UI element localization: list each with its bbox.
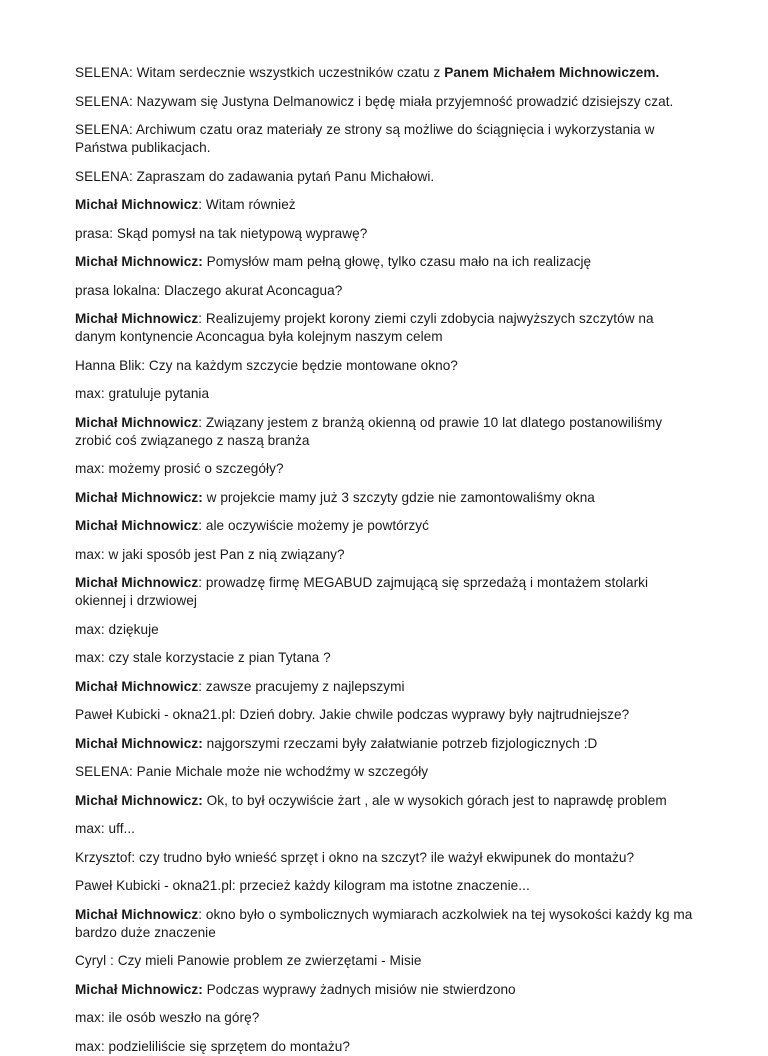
speaker-name: max: bbox=[75, 1010, 105, 1025]
speaker-name: Michał Michnowicz bbox=[75, 678, 199, 694]
message-text: Podczas wyprawy żadnych misiów nie stwierdzono bbox=[202, 981, 516, 997]
message-text: Panie Michale może nie wchodźmy w szczegóły bbox=[132, 764, 429, 779]
chat-line bbox=[75, 906, 698, 942]
message-text: czy trudno było wnieść sprzęt i okno na szczyt? ile ważył ekwipunek do montażu? bbox=[135, 849, 635, 865]
speaker-name: Hanna Blik: bbox=[75, 357, 146, 373]
message-text: Nazywam się Justyna Delmanowicz i będę miała przyjemność prowadzić dzisiejszy czat. bbox=[132, 93, 674, 109]
speaker-name: max: bbox=[75, 546, 105, 562]
chat-line bbox=[75, 820, 698, 838]
chat-line bbox=[75, 1038, 698, 1056]
chat-line bbox=[75, 849, 698, 867]
chat-line bbox=[75, 981, 698, 999]
message-text: : ale oczywiście możemy je powtórzyć bbox=[198, 518, 429, 533]
chat-line bbox=[75, 93, 698, 111]
chat-line bbox=[75, 877, 698, 895]
chat-line bbox=[75, 253, 698, 271]
speaker-name: Michał Michnowicz bbox=[75, 311, 199, 326]
speaker-name: Michał Michnowicz: bbox=[75, 489, 203, 505]
chat-line bbox=[75, 706, 698, 724]
speaker-name: max: bbox=[75, 1038, 105, 1054]
chat-line bbox=[75, 121, 698, 157]
speaker-name: SELENA: bbox=[75, 168, 133, 184]
message-text: Archiwum czatu oraz materiały ze strony są możliwe do ściągnięcia i wykorzystania w Państwa publikacjach. bbox=[75, 122, 655, 155]
chat-line bbox=[75, 168, 698, 186]
speaker-name: Cyryl : bbox=[75, 953, 114, 968]
speaker-name: Michał Michnowicz: bbox=[75, 735, 203, 751]
message-text: Czy na każdym szczycie będzie montowane okno? bbox=[145, 357, 458, 373]
speaker-name: max: bbox=[75, 650, 105, 665]
speaker-name: Michał Michnowicz bbox=[75, 518, 199, 533]
speaker-name: Michał Michnowicz bbox=[75, 575, 199, 590]
message-text: przecież każdy kilogram ma istotne znaczenie... bbox=[235, 878, 530, 893]
message-text: najgorszymi rzeczami były załatwianie potrzeb fizjologicznych :D bbox=[202, 735, 598, 751]
speaker-name: Michał Michnowicz: bbox=[75, 792, 203, 808]
message-text: Witam serdecznie wszystkich uczestników czatu z bbox=[132, 65, 445, 80]
message-text: Pomysłów mam pełną głowę, tylko czasu mało na ich realizację bbox=[202, 254, 592, 269]
message-text: dziękuje bbox=[104, 621, 159, 637]
chat-line bbox=[75, 489, 698, 507]
message-text: możemy prosić o szczegóły? bbox=[104, 461, 284, 476]
chat-line bbox=[75, 225, 698, 243]
message-text: Skąd pomysł na tak nietypową wyprawę? bbox=[113, 225, 368, 241]
chat-transcript bbox=[75, 64, 698, 1056]
chat-line bbox=[75, 64, 698, 82]
chat-line bbox=[75, 792, 698, 810]
message-text: w jaki sposób jest Pan z nią związany? bbox=[104, 546, 345, 562]
message-text: ile osób weszło na górę? bbox=[104, 1010, 260, 1025]
chat-line bbox=[75, 282, 698, 300]
chat-line bbox=[75, 763, 698, 781]
speaker-name: SELENA: bbox=[75, 764, 133, 779]
speaker-name: Krzysztof: bbox=[75, 849, 136, 865]
chat-line bbox=[75, 414, 698, 450]
speaker-name: Michał Michnowicz: bbox=[75, 254, 203, 269]
chat-line bbox=[75, 460, 698, 478]
speaker-name: max: bbox=[75, 821, 105, 836]
chat-line bbox=[75, 310, 698, 346]
message-text: Dlaczego akurat Aconcagua? bbox=[160, 282, 343, 298]
message-text: Zapraszam do zadawania pytań Panu Michałowi. bbox=[132, 168, 435, 184]
message-text: Czy mieli Panowie problem ze zwierzętami - Misie bbox=[113, 953, 422, 968]
message-text: w projekcie mamy już 3 szczyty gdzie nie zamontowaliśmy okna bbox=[202, 489, 595, 505]
message-text: gratuluje pytania bbox=[104, 386, 210, 401]
speaker-name: prasa lokalna: bbox=[75, 282, 161, 298]
speaker-name: max: bbox=[75, 461, 105, 476]
chat-line bbox=[75, 1009, 698, 1027]
message-text: Ok, to był oczywiście żart , ale w wysokich górach jest to naprawdę problem bbox=[202, 792, 667, 808]
chat-line bbox=[75, 385, 698, 403]
speaker-name: max: bbox=[75, 386, 105, 401]
speaker-name: Paweł Kubicki - okna21.pl: bbox=[75, 878, 236, 893]
chat-line bbox=[75, 621, 698, 639]
message-text: : Związany jestem z branżą okienną od prawie 10 lat dlatego postanowiliśmy zrobić coś związanego z naszą branża bbox=[75, 414, 663, 448]
message-text: : prowadzę firmę MEGABUD zajmującą się sprzedażą i montażem stolarki okiennej i drzwiowej bbox=[75, 575, 649, 608]
chat-line bbox=[75, 649, 698, 667]
chat-line bbox=[75, 735, 698, 753]
speaker-name: max: bbox=[75, 621, 105, 637]
emphasized-name: Panem Michałem Michnowiczem. bbox=[444, 65, 660, 80]
message-text: : Witam również bbox=[198, 197, 296, 212]
chat-line bbox=[75, 196, 698, 214]
speaker-name: Michał Michnowicz bbox=[75, 414, 199, 430]
speaker-name: Michał Michnowicz bbox=[75, 906, 199, 922]
message-text: Dzień dobry. Jakie chwile podczas wyprawy były najtrudniejsze? bbox=[235, 707, 630, 722]
message-text: : okno było o symbolicznych wymiarach aczkolwiek na tej wysokości każdy kg ma bardzo duże znaczenie bbox=[75, 906, 693, 940]
message-text: podzieliliście się sprzętem do montażu? bbox=[104, 1038, 350, 1054]
message-text: uff... bbox=[104, 821, 135, 836]
speaker-name: SELENA: bbox=[75, 122, 133, 137]
message-text: czy stale korzystacie z pian Tytana ? bbox=[104, 650, 331, 665]
chat-line bbox=[75, 678, 698, 696]
chat-line bbox=[75, 574, 698, 610]
chat-line bbox=[75, 517, 698, 535]
chat-line bbox=[75, 952, 698, 970]
speaker-name: Michał Michnowicz bbox=[75, 197, 199, 212]
message-text: : zawsze pracujemy z najlepszymi bbox=[198, 678, 405, 694]
chat-line bbox=[75, 357, 698, 375]
speaker-name: SELENA: bbox=[75, 65, 133, 80]
chat-line bbox=[75, 546, 698, 564]
speaker-name: Michał Michnowicz: bbox=[75, 981, 203, 997]
speaker-name: SELENA: bbox=[75, 93, 133, 109]
speaker-name: Paweł Kubicki - okna21.pl: bbox=[75, 707, 236, 722]
message-text: : Realizujemy projekt korony ziemi czyli zdobycia najwyższych szczytów na danym kontynencie Aconcagua była kolejnym naszym celem bbox=[75, 311, 654, 344]
speaker-name: prasa: bbox=[75, 225, 114, 241]
